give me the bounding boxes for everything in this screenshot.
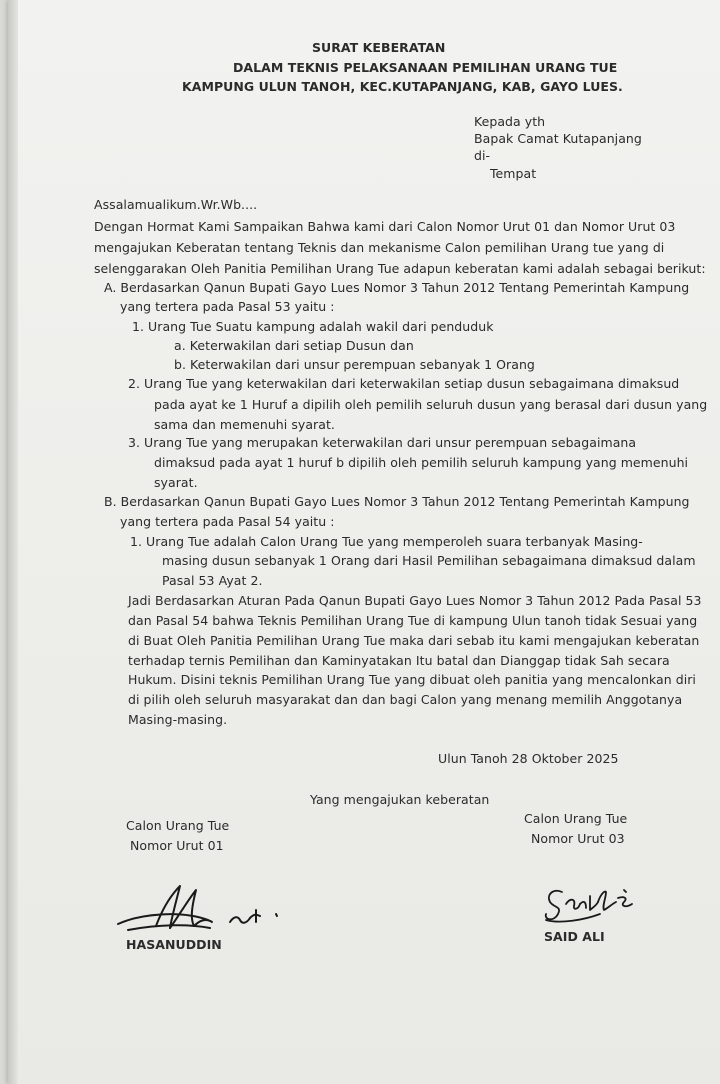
left-candidate-name: HASANUDDIN bbox=[126, 937, 222, 952]
section-a-item-3-line-1: 3. Urang Tue yang merupakan keterwakilan dari unsur perempuan sebagaimana bbox=[128, 435, 637, 450]
section-a-line-2: yang tertera pada Pasal 53 yaitu : bbox=[120, 299, 335, 314]
letter-subtitle-2: KAMPUNG ULUN TANOH, KEC.KUTAPANJANG, KAB, GAYO LUES. bbox=[182, 79, 623, 94]
section-a-item-1b: b. Keterwakilan dari unsur perempuan sebanyak 1 Orang bbox=[174, 357, 535, 372]
left-signature bbox=[110, 880, 300, 940]
letter-title: SURAT KEBERATAN bbox=[312, 40, 446, 55]
section-a-item-1a: a. Keterwakilan dari setiap Dusun dan bbox=[174, 338, 414, 353]
letter-subtitle-1: DALAM TEKNIS PELAKSANAAN PEMILIHAN URANG TUE bbox=[233, 60, 618, 75]
section-a-item-1: 1. Urang Tue Suatu kampung adalah wakil dari penduduk bbox=[132, 319, 494, 334]
section-b-item-1-line-2: masing dusun sebanyak 1 Orang dari Hasil Pemilihan sebagaimana dimaksud dalam bbox=[162, 553, 696, 568]
section-a-item-2-line-2: pada ayat ke 1 Huruf a dipilih oleh pemilih seluruh dusun yang berasal dari dusun yang bbox=[154, 397, 708, 412]
conclusion-line-6: di pilih oleh seluruh masyarakat dan dan bagi Calon yang menang memilih Anggotanya bbox=[128, 692, 683, 707]
conclusion-line-5: Hukum. Disini teknis Pemilihan Urang Tue yang dibuat oleh panitia yang mencalonkan diri bbox=[128, 672, 696, 687]
section-a-item-2-line-3: sama dan memenuhi syarat. bbox=[154, 417, 335, 432]
intro-line-3: selenggarakan Oleh Panitia Pemilihan Urang Tue adapun keberatan kami adalah sebagai berikut: bbox=[94, 261, 706, 276]
intro-line-2: mengajukan Keberatan tentang Teknis dan mekanisme Calon pemilihan Urang tue yang di bbox=[94, 240, 665, 255]
section-a-item-3-line-2: dimaksud pada ayat 1 huruf b dipilih oleh pemilih seluruh kampung yang memenuhi bbox=[154, 455, 689, 470]
conclusion-line-2: dan Pasal 54 bahwa Teknis Pemilihan Urang Tue di kampung Ulun tanoh tidak Sesuai yang bbox=[128, 613, 698, 628]
conclusion-line-4: terhadap ternis Pemilihan dan Kaminyatakan Itu batal dan Dianggap tidak Sah secara bbox=[128, 653, 670, 668]
right-candidate-number: Nomor Urut 03 bbox=[531, 831, 625, 846]
section-a-line-1: A. Berdasarkan Qanun Bupati Gayo Lues Nomor 3 Tahun 2012 Tentang Pemerintah Kampung bbox=[104, 280, 690, 295]
intro-line-1: Dengan Hormat Kami Sampaikan Bahwa kami dari Calon Nomor Urut 01 dan Nomor Urut 03 bbox=[94, 219, 676, 234]
conclusion-line-3: di Buat Oleh Panitia Pemilihan Urang Tue maka dari sebab itu kami mengajukan keberatan bbox=[128, 633, 700, 648]
section-b-item-1-line-1: 1. Urang Tue adalah Calon Urang Tue yang memperoleh suara terbanyak Masing- bbox=[130, 534, 643, 549]
page-edge bbox=[8, 0, 18, 1084]
right-candidate-name: SAID ALI bbox=[544, 929, 605, 944]
section-a-item-3-line-3: syarat. bbox=[154, 475, 198, 490]
addressee-line-2: Bapak Camat Kutapanjang bbox=[474, 131, 642, 146]
right-candidate-role: Calon Urang Tue bbox=[524, 811, 628, 826]
addressee-line-1: Kepada yth bbox=[474, 114, 546, 129]
section-b-item-1-line-3: Pasal 53 Ayat 2. bbox=[162, 573, 263, 588]
section-b-line-1: B. Berdasarkan Qanun Bupati Gayo Lues Nomor 3 Tahun 2012 Tentang Pemerintah Kampung bbox=[104, 494, 690, 509]
addressee-line-4: Tempat bbox=[490, 166, 537, 181]
conclusion-line-7: Masing-masing. bbox=[128, 712, 228, 727]
letter-page bbox=[8, 0, 720, 1084]
left-candidate-number: Nomor Urut 01 bbox=[130, 838, 224, 853]
place-date: Ulun Tanoh 28 Oktober 2025 bbox=[438, 751, 619, 766]
section-b-line-2: yang tertera pada Pasal 54 yaitu : bbox=[120, 514, 335, 529]
section-a-item-2-line-1: 2. Urang Tue yang keterwakilan dari keterwakilan setiap dusun sebagaimana dimaksud bbox=[128, 376, 680, 391]
right-signature bbox=[540, 880, 650, 930]
conclusion-line-1: Jadi Berdasarkan Aturan Pada Qanun Bupati Gayo Lues Nomor 3 Tahun 2012 Pada Pasal 53 bbox=[128, 593, 702, 608]
submitter-label: Yang mengajukan keberatan bbox=[310, 792, 490, 807]
left-candidate-role: Calon Urang Tue bbox=[126, 818, 230, 833]
greeting: Assalamualikum.Wr.Wb.... bbox=[94, 197, 258, 212]
addressee-line-3: di- bbox=[474, 148, 491, 163]
